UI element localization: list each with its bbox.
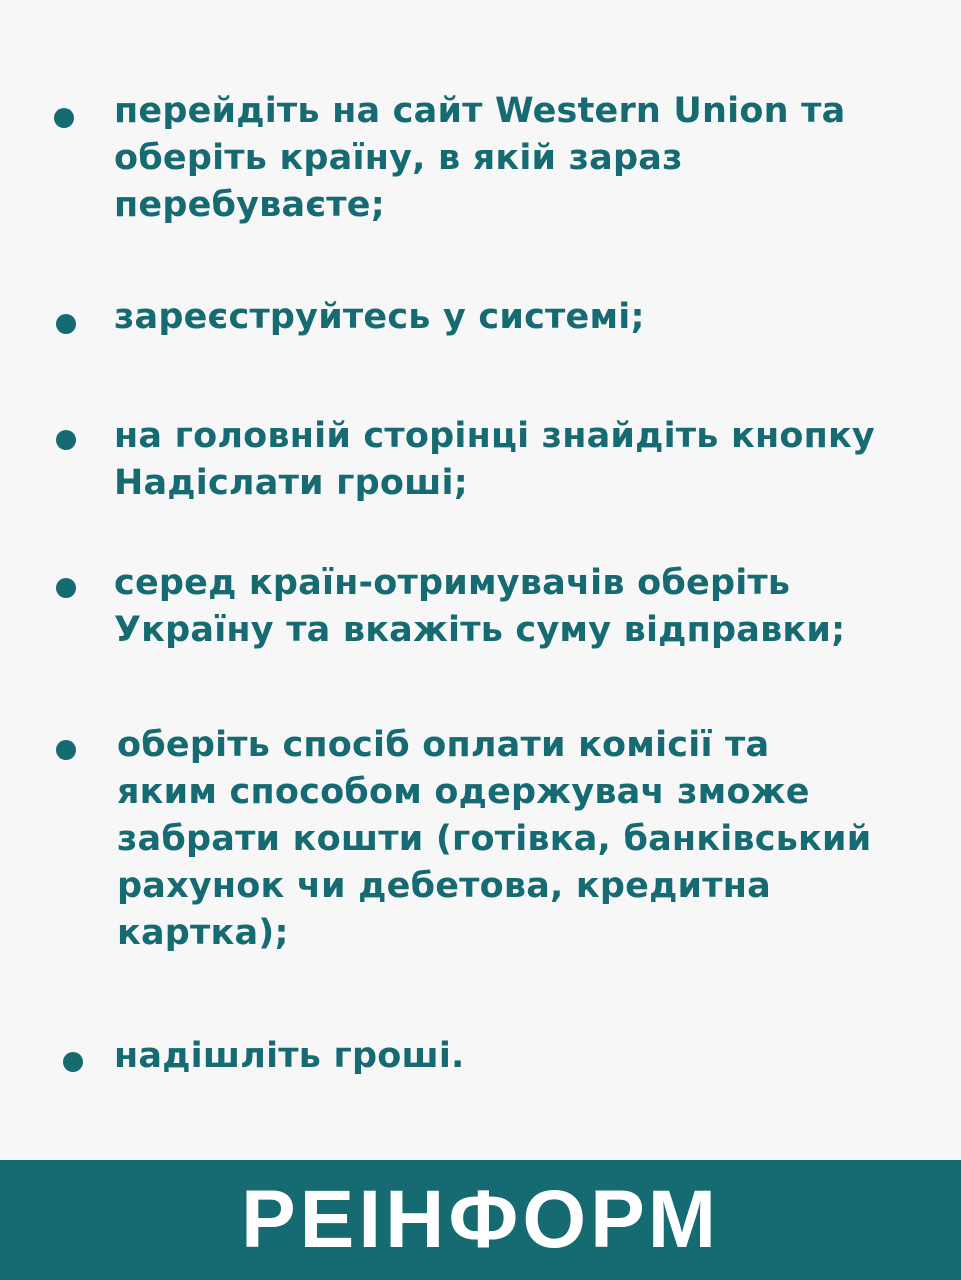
bullet-icon — [56, 578, 76, 598]
step-text: на головній сторінці знайдіть кнопку Надіслати гроші; — [114, 416, 875, 503]
bullet-icon — [56, 314, 76, 334]
bullet-icon — [56, 740, 76, 760]
step-text: серед країн-отримувачів оберіть Україну та вкажіть суму відправки; — [114, 563, 846, 650]
brand-logo: РЕІНФОРМ — [240, 1174, 721, 1265]
step-text: оберіть спосіб оплати комісії та яким способом одержувач зможе забрати кошти (готівка, банківський рахунок чи дебетова, кредитна картка); — [117, 725, 872, 953]
bullet-icon — [54, 108, 74, 128]
step-text: зареєструйтесь у системі; — [114, 297, 645, 337]
bullet-icon — [56, 430, 76, 450]
bullet-icon — [63, 1052, 83, 1072]
step-text: перейдіть на сайт Western Union та оберіть країну, в якій зараз перебуваєте; — [114, 91, 846, 225]
footer-bar — [0, 1160, 961, 1280]
step-text: надішліть гроші. — [114, 1036, 465, 1076]
